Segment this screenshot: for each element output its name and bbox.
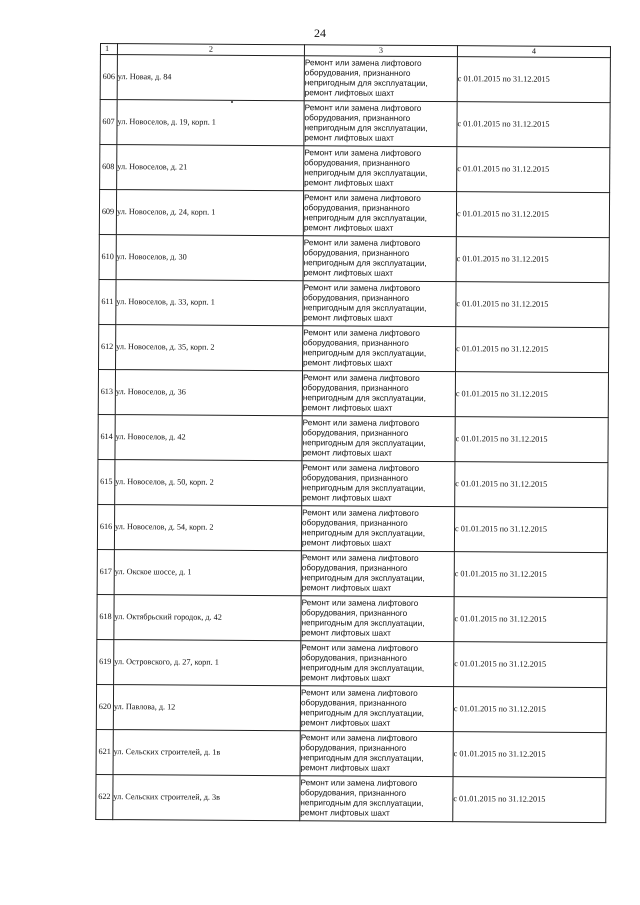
row-number: 610 (99, 234, 116, 279)
address-cell: ул. Новоселов, д. 36 (115, 370, 302, 416)
table-row (96, 774, 606, 822)
table-body (96, 55, 611, 823)
work-description-cell: Ремонт или замена лифтового оборудования, признанного непригодным для эксплуатации, ремонт лифтовых шахт (304, 56, 457, 102)
period-cell: с 01.01.2015 по 31.12.2015 (455, 462, 608, 508)
period-cell: с 01.01.2015 по 31.12.2015 (453, 687, 606, 733)
table-row (99, 234, 609, 282)
table-row (99, 279, 609, 327)
period-cell: с 01.01.2015 по 31.12.2015 (456, 237, 609, 283)
row-number: 615 (98, 459, 115, 504)
row-number: 609 (99, 190, 116, 235)
row-number: 612 (99, 324, 116, 369)
address-cell: ул. Новоселов, д. 33, корп. 1 (116, 280, 303, 326)
address-cell: ул. Новоселов, д. 54, корп. 2 (114, 505, 301, 551)
row-number: 621 (96, 729, 113, 774)
column-number-2: 2 (117, 44, 304, 56)
work-description-cell: Ремонт или замена лифтового оборудования, признанного непригодным для эксплуатации, ремонт лифтовых шахт (301, 551, 454, 597)
table-row (98, 459, 608, 507)
address-cell: ул. Островского, д. 27, корп. 1 (114, 640, 301, 686)
work-description-cell: Ремонт или замена лифтового оборудования, признанного непригодным для эксплуатации, ремонт лифтовых шахт (303, 326, 456, 372)
table-row (97, 594, 607, 642)
row-number: 622 (96, 774, 113, 819)
work-description-cell: Ремонт или замена лифтового оборудования, признанного непригодным для эксплуатации, ремонт лифтовых шахт (301, 596, 454, 642)
table-row (96, 729, 606, 777)
work-description-cell: Ремонт или замена лифтового оборудования, признанного непригодным для эксплуатации, ремонт лифтовых шахт (303, 236, 456, 282)
row-number: 619 (97, 639, 114, 684)
period-cell: с 01.01.2015 по 31.12.2015 (454, 597, 607, 643)
table-row (99, 324, 609, 372)
period-cell: с 01.01.2015 по 31.12.2015 (454, 552, 607, 598)
table-row (97, 504, 607, 552)
row-number: 618 (97, 594, 114, 639)
table-row (98, 414, 608, 462)
row-number: 616 (97, 504, 114, 549)
row-number: 608 (100, 145, 117, 190)
repair-schedule-table (95, 43, 611, 823)
work-description-cell: Ремонт или замена лифтового оборудования, признанного непригодным для эксплуатации, ремонт лифтовых шахт (304, 146, 457, 192)
row-number: 606 (100, 55, 117, 100)
address-cell: ул. Новоселов, д. 19, корп. 1 (117, 100, 304, 146)
period-cell: с 01.01.2015 по 31.12.2015 (454, 507, 607, 553)
period-cell: с 01.01.2015 по 31.12.2015 (453, 777, 606, 823)
address-cell: ул. Окское шоссе, д. 1 (114, 550, 301, 596)
work-description-cell: Ремонт или замена лифтового оборудования, признанного непригодным для эксплуатации, ремонт лифтовых шахт (300, 731, 453, 777)
work-description-cell: Ремонт или замена лифтового оборудования, признанного непригодным для эксплуатации, ремонт лифтовых шахт (304, 101, 457, 147)
period-cell: с 01.01.2015 по 31.12.2015 (453, 732, 606, 778)
table-row (100, 100, 610, 148)
period-cell: с 01.01.2015 по 31.12.2015 (455, 417, 608, 463)
table-row (99, 190, 609, 238)
work-description-cell: Ремонт или замена лифтового оборудования, признанного непригодным для эксплуатации, ремонт лифтовых шахт (300, 776, 453, 822)
table-row (100, 55, 610, 103)
period-cell: с 01.01.2015 по 31.12.2015 (457, 102, 610, 148)
address-cell: ул. Новоселов, д. 24, корп. 1 (116, 190, 303, 236)
address-cell: ул. Новая, д. 84 (117, 55, 304, 101)
period-cell: с 01.01.2015 по 31.12.2015 (456, 282, 609, 328)
address-cell: ул. Октябрьский городок, д. 42 (114, 595, 301, 641)
period-cell: с 01.01.2015 по 31.12.2015 (457, 57, 610, 103)
column-number-1: 1 (100, 44, 117, 55)
address-cell: ул. Сельских строителей, д. 1в (113, 730, 300, 776)
address-cell: ул. Новоселов, д. 42 (115, 415, 302, 461)
period-cell: с 01.01.2015 по 31.12.2015 (454, 642, 607, 688)
address-cell: ул. Новоселов, д. 21 (117, 145, 304, 191)
row-number: 607 (100, 100, 117, 145)
period-cell: с 01.01.2015 по 31.12.2015 (455, 372, 608, 418)
table-row (97, 639, 607, 687)
table-row (96, 684, 606, 732)
work-description-cell: Ремонт или замена лифтового оборудования, признанного непригодным для эксплуатации, ремонт лифтовых шахт (302, 461, 455, 507)
work-description-cell: Ремонт или замена лифтового оборудования, признанного непригодным для эксплуатации, ремонт лифтовых шахт (303, 191, 456, 237)
work-description-cell: Ремонт или замена лифтового оборудования, признанного непригодным для эксплуатации, ремонт лифтовых шахт (300, 686, 453, 732)
address-cell: ул. Новоселов, д. 50, корп. 2 (115, 460, 302, 506)
row-number: 611 (99, 279, 116, 324)
row-number: 620 (96, 684, 113, 729)
table-row (100, 145, 610, 193)
work-description-cell: Ремонт или замена лифтового оборудования, признанного непригодным для эксплуатации, ремонт лифтовых шахт (303, 281, 456, 327)
page-number: 24 (314, 26, 326, 40)
work-description-cell: Ремонт или замена лифтового оборудования, признанного непригодным для эксплуатации, ремонт лифтовых шахт (301, 506, 454, 552)
period-cell: с 01.01.2015 по 31.12.2015 (455, 327, 608, 373)
table-row (98, 369, 608, 417)
row-number: 617 (97, 549, 114, 594)
row-number: 614 (98, 414, 115, 459)
row-number: 613 (98, 369, 115, 414)
table-row (97, 549, 607, 597)
address-cell: ул. Павлова, д. 12 (113, 685, 300, 731)
work-description-cell: Ремонт или замена лифтового оборудования, признанного непригодным для эксплуатации, ремонт лифтовых шахт (302, 416, 455, 462)
address-cell: ул. Новоселов, д. 30 (116, 235, 303, 281)
address-cell: ул. Новоселов, д. 35, корп. 2 (116, 325, 303, 371)
period-cell: с 01.01.2015 по 31.12.2015 (457, 147, 610, 193)
work-description-cell: Ремонт или замена лифтового оборудования, признанного непригодным для эксплуатации, ремонт лифтовых шахт (302, 371, 455, 417)
column-number-4: 4 (457, 46, 610, 58)
address-cell: ул. Сельских строителей, д. 3в (113, 775, 300, 821)
work-description-cell: Ремонт или замена лифтового оборудования, признанного непригодным для эксплуатации, ремонт лифтовых шахт (301, 641, 454, 687)
column-number-3: 3 (304, 45, 457, 57)
period-cell: с 01.01.2015 по 31.12.2015 (456, 192, 609, 238)
